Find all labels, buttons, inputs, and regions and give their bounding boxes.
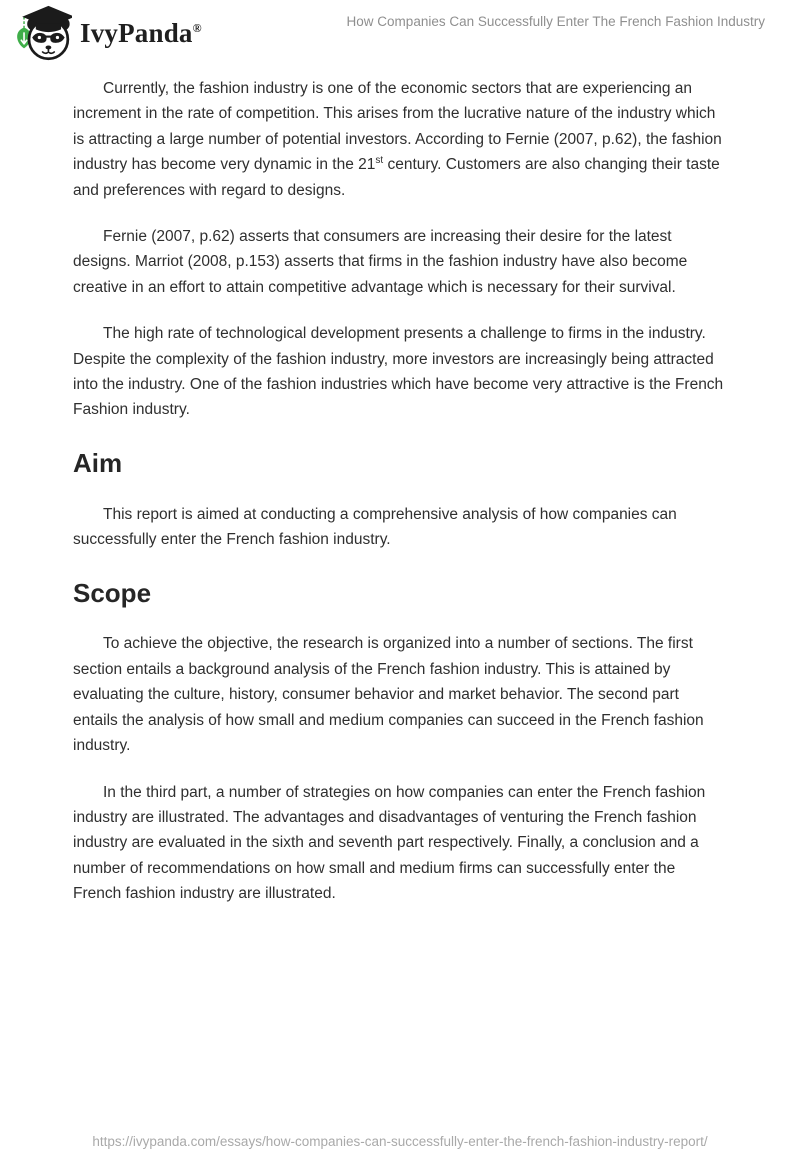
- paragraph-3: The high rate of technological development presents a challenge to firms in the industry. Despite the complexity of the fashion industry, more investors are increasingly being attracted into the industry. One of the fashion industries which have become very attractive is the French Fashion industry.: [73, 325, 724, 419]
- source-url: https://ivypanda.com/essays/how-companies-can-successfully-enter-the-french-fashion-industry-report/: [92, 1134, 708, 1149]
- ivypanda-logo[interactable]: [14, 5, 202, 61]
- paragraph-1-text: Currently, the fashion industry is one of the economic sectors that are experiencing an increment in the rate of competition. This arises from the lucrative nature of the industry which is attracting a large number of potential investors. According to Fernie (2007, p.62), the fashion industry has become very dynamic in the 21: [73, 80, 722, 174]
- page-title: How Companies Can Successfully Enter The French Fashion Industry: [346, 14, 765, 29]
- paragraph-1-text-after: century. Customers are also changing their taste and preferences with regard to designs.: [73, 156, 720, 199]
- paragraph-5: To achieve the objective, the research is organized into a number of sections. The first section entails a background analysis of the French fashion industry. This is attained by evaluating the culture, history, consumer behavior and market behavior. The second part entails the analysis of how small and medium companies can succeed in the French fashion industry.: [73, 635, 704, 755]
- header: [0, 0, 800, 62]
- heading-scope: Scope: [73, 577, 152, 608]
- essay-content: [0, 62, 800, 907]
- paragraph-1: [73, 76, 727, 203]
- panda-graduate-icon: [14, 5, 72, 61]
- brand-name: [80, 17, 202, 48]
- registered-trademark: ®: [192, 20, 202, 35]
- ordinal-superscript: st: [375, 155, 384, 167]
- paragraph-4: This report is aimed at conducting a comprehensive analysis of how companies can successfully enter the French fashion industry.: [73, 505, 677, 549]
- brand-text: IvyPanda: [80, 17, 193, 48]
- heading-aim: Aim: [73, 447, 123, 478]
- paragraph-2: Fernie (2007, p.62) asserts that consumers are increasing their desire for the latest designs. Marriot (2008, p.153) asserts that firms in the fashion industry have also become creative in an effort to attain competitive advantage which is necessary for their survival.: [73, 228, 688, 296]
- paragraph-6: In the third part, a number of strategies on how companies can enter the French fashion industry are illustrated. The advantages and disadvantages of venturing the French fashion industry are evaluated in the sixth and seventh part respectively. Finally, a conclusion and a number of recommendations on how small and medium firms can successfully enter the French fashion industry are illustrated.: [73, 783, 706, 903]
